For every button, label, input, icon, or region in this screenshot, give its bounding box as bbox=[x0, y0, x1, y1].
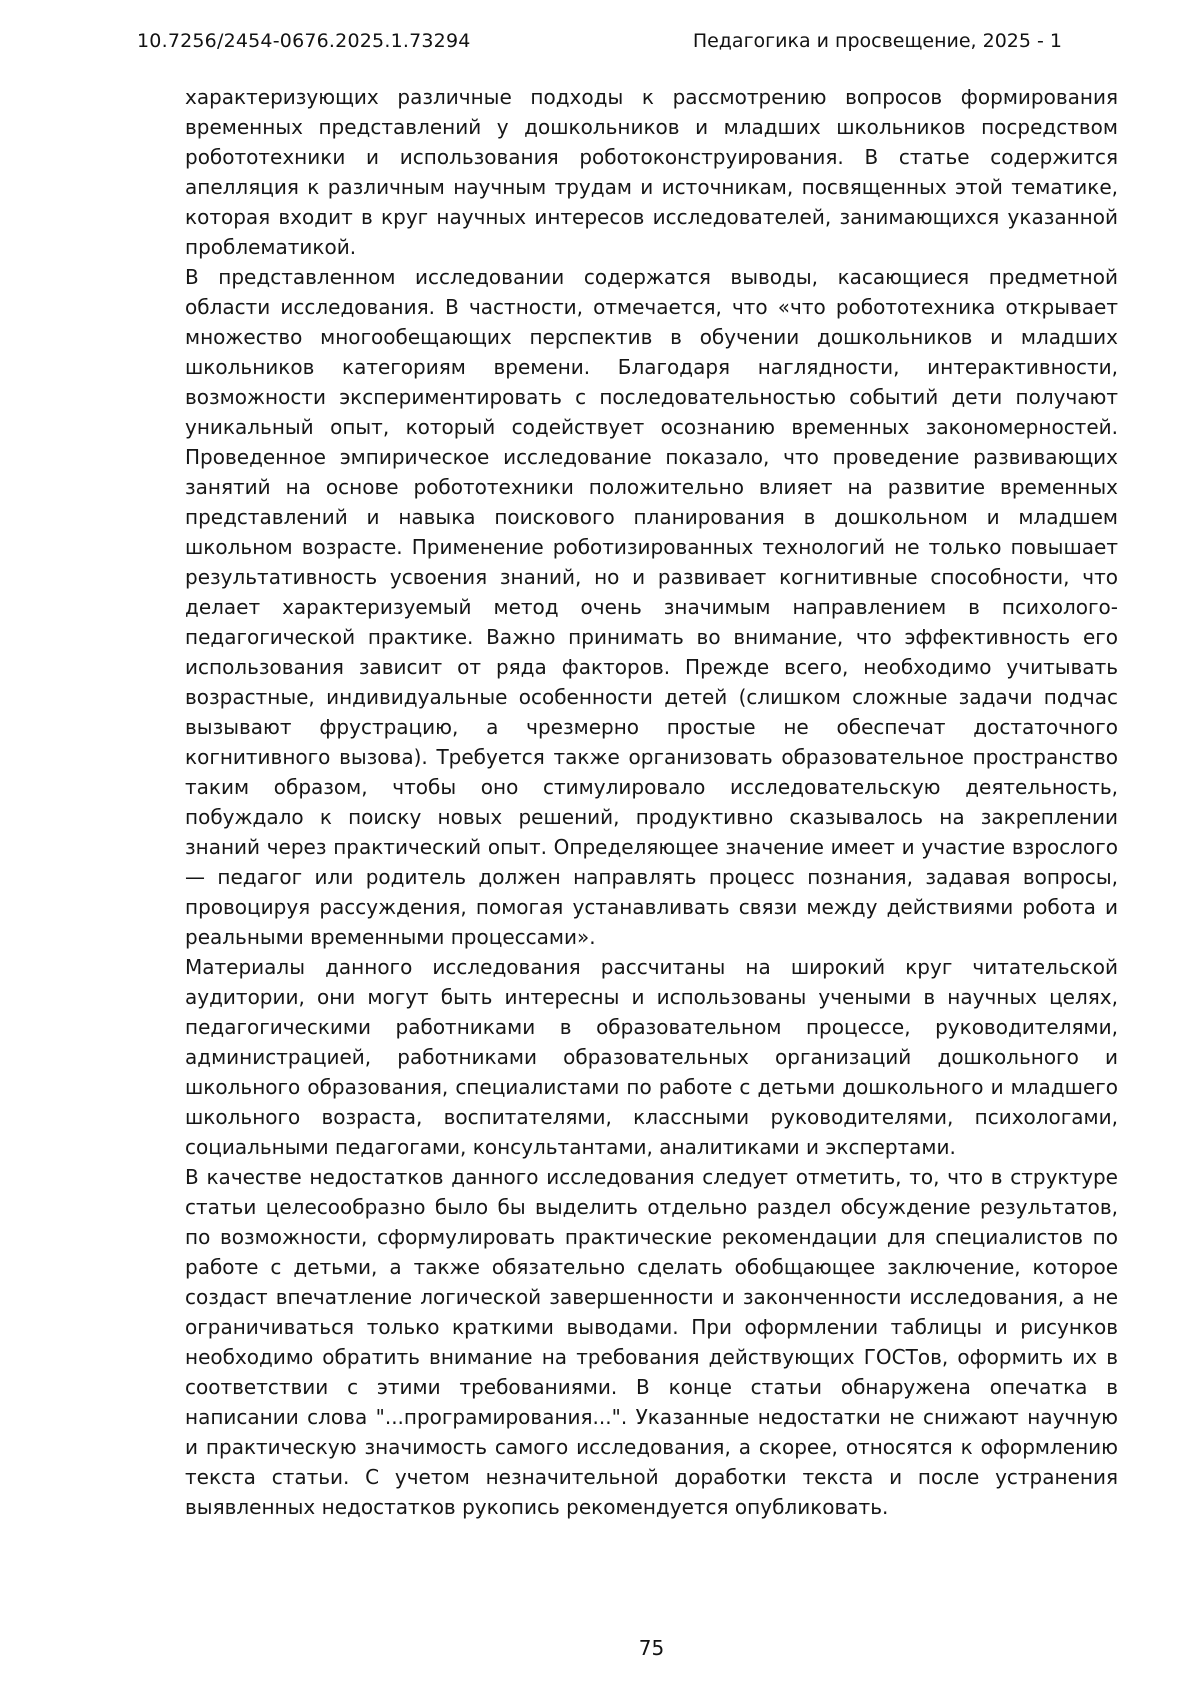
paragraph-findings: В представленном исследовании содержатся выводы, касающиеся предметной области исследования. В частности, отмечается, что «что робототехника открывает множество многообещающих перспектив в обучении дошкольников и младших школьников категориям времени. Благодаря наглядности, интерактивности, возможности экспериментировать с последовательностью событий дети получают уникальный опыт, который содействует осознанию временных закономерностей. Проведенное эмпирическое исследование показало, что проведение развивающих занятий на основе робототехники положительно влияет на развитие временных представлений и навыка поискового планирования в дошкольном и младшем школьном возрасте. Применение роботизированных технологий не только повышает результативность усвоения знаний, но и развивает когнитивные способности, что делает характеризуемый метод очень значимым направлением в психолого-педагогической практике. Важно принимать во внимание, что эффективность его использования зависит от ряда факторов. Прежде всего, необходимо учитывать возрастные, индивидуальные особенности детей (слишком сложные задачи подчас вызывают фрустрацию, а чрезмерно простые не обеспечат достаточного когнитивного вызова). Требуется также организовать образовательное пространство таким образом, чтобы оно стимулировало исследовательскую деятельность, побуждало к поиску новых решений, продуктивно сказывалось на закреплении знаний через практический опыт. Определяющее значение имеет и участие взрослого — педагог или родитель должен направлять процесс познания, задавая вопросы, провоцируя рассуждения, помогая устанавливать связи между действиями робота и реальными временными процессами». bbox=[185, 265, 1118, 949]
paragraph-audience: Материалы данного исследования рассчитаны на широкий круг читательской аудитории, они могут быть интересны и использованы учеными в научных целях, педагогическими работниками в образовательном процессе, руководителями, администрацией, работниками образовательных организаций дошкольного и школьного образования, специалистами по работе с детьми дошкольного и младшего школьного возраста, воспитателями, классными руководителями, психологами, социальными педагогами, консультантами, аналитиками и экспертами. bbox=[185, 955, 1118, 1159]
paragraph-approaches: характеризующих различные подходы к рассмотрению вопросов формирования временных представлений у дошкольников и младших школьников посредством робототехники и использования роботоконструирования. В статье содержится апелляция к различным научным трудам и источникам, посвященных этой тематике, которая входит в круг научных интересов исследователей, занимающихся указанной проблематикой. bbox=[185, 85, 1118, 259]
page-footer bbox=[185, 1636, 1118, 1660]
journal-title: Педагогика и просвещение, 2025 - 1 bbox=[692, 30, 1062, 52]
doi-text: 10.7256/2454-0676.2025.1.73294 bbox=[137, 30, 471, 52]
review-text-block bbox=[185, 82, 1118, 1522]
page-number: 75 bbox=[638, 1636, 665, 1660]
page-header bbox=[137, 30, 1062, 52]
paragraph-shortcomings: В качестве недостатков данного исследования следует отметить, то, что в структуре статьи целесообразно было бы выделить отдельно раздел обсуждение результатов, по возможности, сформулировать практические рекомендации для специалистов по работе с детьми, а также обязательно сделать обобщающее заключение, которое создаст впечатление логической завершенности и законченности исследования, а не ограничиваться только краткими выводами. При оформлении таблицы и рисунков необходимо обратить внимание на требования действующих ГОСТов, оформить их в соответствии с этими требованиями. В конце статьи обнаружена опечатка в написании слова "...програмирования...". Указанные недостатки не снижают научную и практическую значимость самого исследования, а скорее, относятся к оформлению текста статьи. С учетом незначительной доработки текста и после устранения выявленных недостатков рукопись рекомендуется опубликовать. bbox=[185, 1165, 1118, 1519]
